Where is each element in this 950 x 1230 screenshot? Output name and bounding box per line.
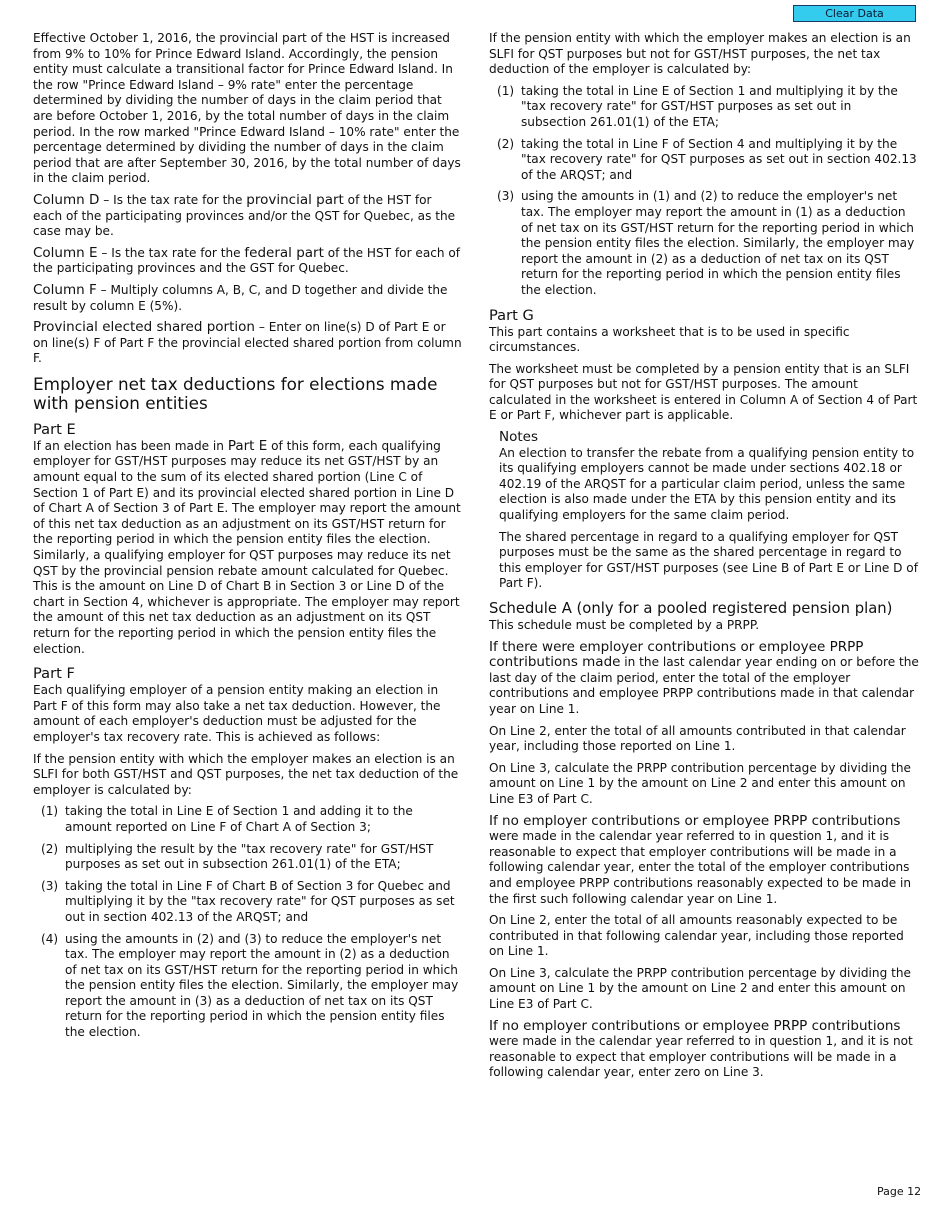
- schedule-paragraph: On Line 2, enter the total of all amounts contributed in that calendar year, including those reported on Line 1.: [489, 723, 906, 754]
- schedule-paragraph: On Line 3, calculate the PRPP contribution percentage by dividing the amount on Line 1 by the amount on Line 2 and enter this amount on Line E3 of Part C.: [489, 760, 911, 806]
- column-e-description: Column E – Is the tax rate for the federal part of the HST for each of the participating provinces and the GST for Quebec.: [33, 244, 461, 276]
- part-g-heading: Part G: [489, 306, 534, 324]
- column-d-description: Column D – Is the tax rate for the provincial part of the HST for each of the participating provinces and/or the QST for Quebec, as the case may be.: [33, 191, 456, 239]
- note-1: An election to transfer the rebate from a qualifying pension entity to its qualifying employers cannot be made under sections 402.18 or 402.19 of the ARQST for a particular claim period, unless the same election is also made under the ETA by this pension entity and its qualifying employers for the same claim period.: [499, 445, 915, 523]
- schedule-a-heading: Schedule A (only for a pooled registered pension plan): [489, 600, 893, 617]
- right-column: [489, 31, 919, 1087]
- part-e-paragraph: If an election has been made in Part E of this form, each qualifying employer for GST/HST purposes may reduce its net GST/HST by an amount equal to the sum of its elected shared portion (Line C of Section 1 of Part E) and its provincial elected shared portion in Line D of Chart A of Section 3 of Part E. The employer may report the amount of this net tax deduction as an adjustment on its GST/HST return for the reporting period in which the pension entity files the election. Similarly, a qualifying employer for QST purposes may reduce its net QST by the provincial pension rebate amount calculated for Quebec. This is the amount on Line D of Chart B in Section 3 or Line D of the chart in Section 4, whichever is appropriate. The employer may report the amount of this net tax deduction as an adjustment on its QST return for the reporting period in which the pension entity files the election.: [33, 437, 461, 656]
- note-2: The shared percentage in regard to a qualifying employer for QST purposes must be the same as the shared percentage in regard to this employer for GST/HST purposes (see Line B of Part E or Line D of Part F).: [499, 529, 918, 591]
- list-item: (3) using the amounts in (1) and (2) to reduce the employer's net tax. The employer may report the amount in (1) as a deduction of net tax on its GST/HST return for the reporting period in which the pension entity files the election. Similarly, the employer may report the amount in (2) as a deduction of net tax on its QST return for the reporting period in which the pension entity files the election.: [497, 189, 915, 297]
- clear-data-button[interactable]: Clear Data: [793, 5, 916, 22]
- left-column: [33, 31, 463, 1047]
- intro-paragraph: Effective October 1, 2016, the provincial part of the HST is increased from 9% to 10% for Prince Edward Island. Accordingly, the pension entity must calculate a transitional factor for Prince Edward Island. In the row "Prince Edward Island – 9% rate" enter the percentage determined by dividing the number of days in the claim period that are before October 1, 2016, by the total number of days in the claim period. In the row marked "Prince Edward Island – 10% rate" enter the percentage determined by dividing the number of days in the claim period that are after September 30, 2016, by the total number of days in the claim period.: [33, 31, 461, 186]
- notes-block: [499, 430, 919, 592]
- provincial-label: Provincial elected shared portion: [33, 319, 255, 336]
- column-d-label: Column D: [33, 191, 100, 208]
- part-f-heading: Part F: [33, 665, 75, 683]
- list-item: (4) using the amounts in (2) and (3) to reduce the employer's net tax. The employer may report the amount in (2) as a deduction of net tax on its GST/HST return for the reporting period in which the pension entity files the election. Similarly, the employer may report the amount in (3) as a deduction of net tax on its QST return for the reporting period in which the pension entity files the election.: [41, 931, 459, 1040]
- list-item: (3) taking the total in Line F of Chart B of Section 3 for Quebec and multiplying it by the "tax recovery rate" for QST purposes as set out in section 402.13 of the ARQST; and: [41, 878, 455, 924]
- column-f-description: Column F – Multiply columns A, B, C, and D together and divide the result by column E (5%).: [33, 281, 448, 313]
- schedule-paragraph: If no employer contributions or employee PRPP contributions were made in the calendar year referred to in question 1, and it is not reasonable to expect that employer contributions will be made in a following calendar year, enter zero on Line 3.: [489, 1017, 913, 1080]
- list-item: (1) taking the total in Line E of Section 1 and multiplying it by the "tax recovery rate" for GST/HST purposes as set out in subsection 261.01(1) of the ETA;: [497, 83, 898, 129]
- part-f-paragraph-1: Each qualifying employer of a pension entity making an election in Part F of this form may also take a net tax deduction. However, the amount of each employer's deduction must be adjusted for the employer's tax recovery rate. This is achieved as follows:: [33, 683, 441, 744]
- column-f-label: Column F: [33, 281, 97, 298]
- list-item: (2) taking the total in Line F of Section 4 and multiplying it by the "tax recovery rate" for QST purposes as set out in section 402.13 of the ARQST; and: [497, 136, 917, 182]
- part-f-steps-list: [33, 804, 463, 1040]
- provincial-elected-shared-portion: Provincial elected shared portion – Enter on line(s) D of Part E or on line(s) F of Part F the provincial elected shared portion from column F.: [33, 319, 462, 366]
- schedule-paragraph: On Line 3, calculate the PRPP contribution percentage by dividing the amount on Line 1 by the amount on Line 2 and enter this amount on Line E3 of Part C.: [489, 965, 911, 1012]
- schedule-paragraph: If there were employer contributions or employee PRPP contributions made in the last calendar year ending on or before the last day of the claim period, enter the total of the employer contributions and employee PRPP contributions made in that calendar year on Line 1.: [489, 638, 919, 716]
- column-e-label: Column E: [33, 244, 98, 261]
- schedule-paragraph: If no employer contributions or employee PRPP contributions were made in the calendar year referred to in question 1, and it is reasonable to expect that employer contributions will be made in a following calendar year, enter the total of the employer contributions and employee PRPP contributions reasonably expected to be made in the first such following calendar year on Line 1.: [489, 812, 912, 906]
- part-f-paragraph-2: If the pension entity with which the employer makes an election is an SLFI for both GST/HST and QST purposes, the net tax deduction of the employer is calculated by:: [33, 751, 459, 797]
- list-item: (1) taking the total in Line E of Section 1 and adding it to the amount reported on Line F of Chart A of Section 3;: [41, 804, 413, 834]
- employer-deductions-heading: Employer net tax deductions for elections made with pension entities: [33, 373, 438, 413]
- schedule-paragraph: This schedule must be completed by a PRPP.: [489, 618, 760, 632]
- part-g-paragraph-2: The worksheet must be completed by a pension entity that is an SLFI for QST purposes but not for GST/HST purposes. The amount calculated in the worksheet is entered in Column A of Section 4 of Part E or Part F, whichever part is applicable.: [489, 361, 918, 423]
- part-g-paragraph-1: This part contains a worksheet that is to be used in specific circumstances.: [489, 324, 850, 355]
- part-e-heading: Part E: [33, 420, 76, 438]
- slfi-qst-paragraph: If the pension entity with which the employer makes an election is an SLFI for QST purposes but not for GST/HST purposes, the net tax deduction of the employer is calculated by:: [489, 31, 911, 77]
- list-item: (2) multiplying the result by the "tax recovery rate" for GST/HST purposes as set out in subsection 261.01(1) of the ETA;: [41, 841, 434, 872]
- schedule-paragraph: On Line 2, enter the total of all amounts reasonably expected to be contributed in that following calendar year, including those reported on Line 1.: [489, 913, 904, 959]
- page-number: Page 12: [877, 1185, 922, 1198]
- notes-title: Notes: [499, 429, 538, 446]
- slfi-steps-list: [489, 84, 919, 299]
